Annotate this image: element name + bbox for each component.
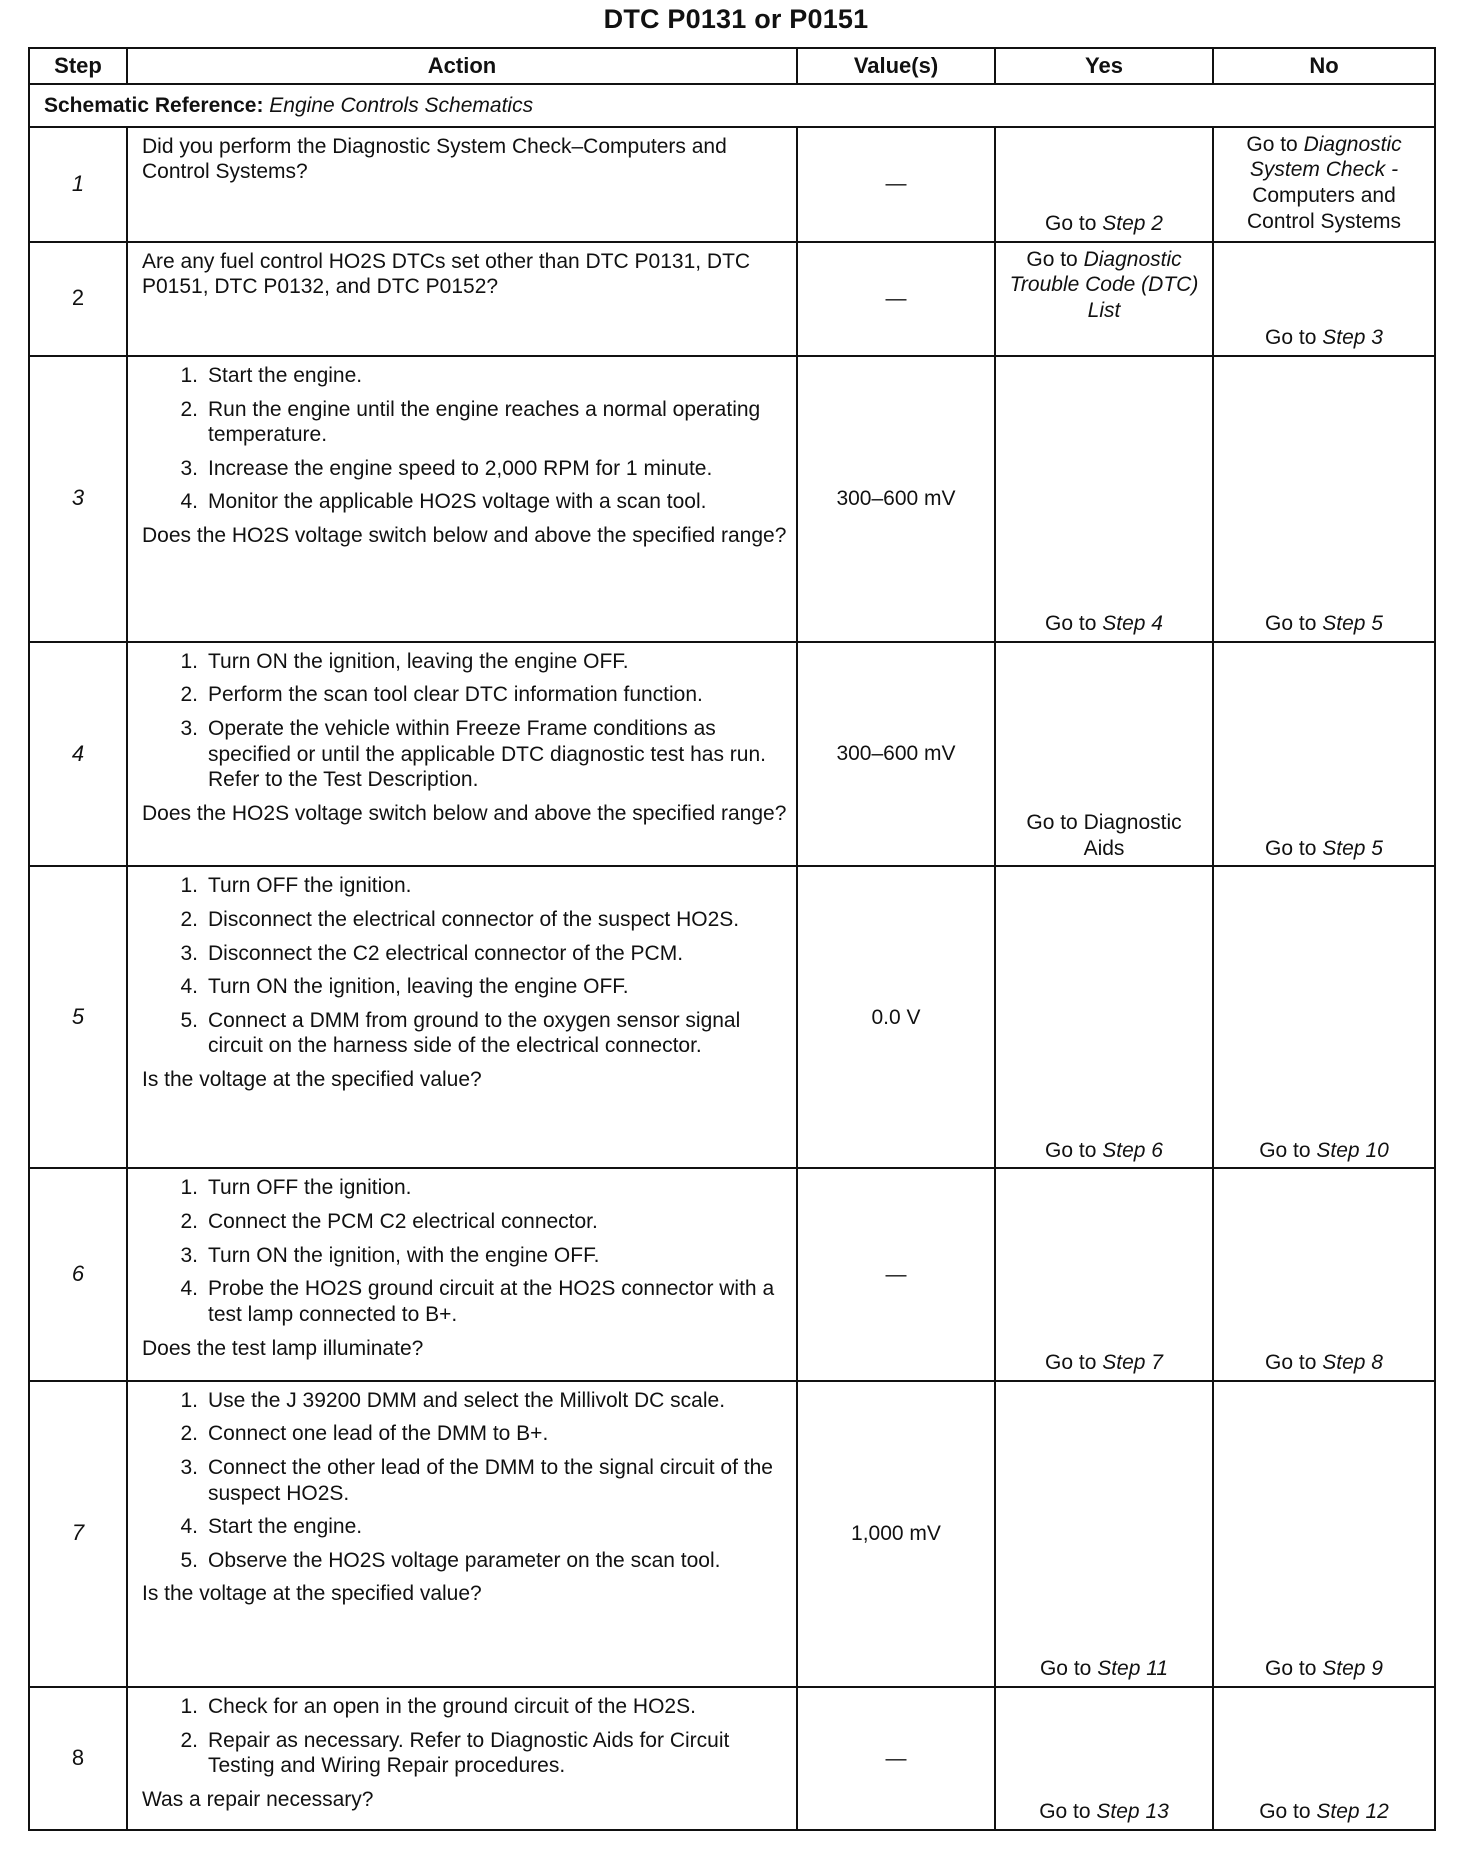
no-cell[interactable]: Go to Diagnostic System Check - Computers and Control Systems [1213, 127, 1435, 242]
value-cell: — [797, 127, 995, 242]
header-action: Action [127, 48, 797, 84]
list-item: 3. Increase the engine speed to 2,000 RPM for 1 minute. [180, 456, 713, 480]
go-to-link[interactable]: Step 4 [1102, 612, 1163, 636]
value-cell: 1,000 mV [797, 1381, 995, 1687]
go-to-link[interactable]: Go to Diagnostic Aids [1026, 811, 1182, 860]
table-row [29, 1381, 1435, 1687]
list-item: 5. Connect a DMM from ground to the oxygen sensor signal circuit on the harness side of the electrical connector. [180, 1008, 741, 1058]
step-number: 8 [29, 1687, 127, 1830]
list-item: 2. Repair as necessary. Refer to Diagnostic Aids for Circuit Testing and Wiring Repair procedures. [180, 1728, 730, 1778]
page-title: DTC P0131 or P0151 [603, 4, 869, 34]
no-cell[interactable]: Go to Step 12 [1213, 1687, 1435, 1830]
go-to-link[interactable]: Diagnostic Trouble Code (DTC) List [1009, 247, 1199, 322]
list-item: 1. Use the J 39200 DMM and select the Millivolt DC scale. [180, 1388, 726, 1412]
go-to-link[interactable]: Step 9 [1322, 1657, 1383, 1681]
list-item: 2. Disconnect the electrical connector of the suspect HO2S. [180, 907, 740, 931]
list-item: 1. Turn OFF the ignition. [180, 1176, 412, 1200]
table-row [29, 642, 1435, 867]
go-to-link[interactable]: Step 2 [1102, 212, 1163, 236]
yes-cell[interactable]: Go to Diagnostic Trouble Code (DTC) List [995, 242, 1213, 356]
schematic-reference [29, 84, 1435, 127]
table-row [29, 1168, 1435, 1380]
list-item: 3. Connect the other lead of the DMM to the signal circuit of the suspect HO2S. [180, 1456, 773, 1505]
yes-cell[interactable] [995, 642, 1213, 867]
header-row [29, 48, 1435, 84]
list-item: 5. Observe the HO2S voltage parameter on the scan tool. [180, 1548, 721, 1572]
action-question: Is the voltage at the specified value? [142, 1582, 482, 1606]
step-number: 3 [29, 356, 127, 642]
action-question: Does the test lamp illuminate? [142, 1336, 424, 1360]
value-cell: 0.0 V [797, 866, 995, 1168]
action-steps [142, 1175, 788, 1327]
value-cell: 300–600 mV [797, 356, 995, 642]
no-cell[interactable]: Go to Step 10 [1213, 866, 1435, 1168]
action-cell [127, 866, 797, 1168]
step-number: 2 [29, 242, 127, 356]
list-item: 4. Probe the HO2S ground circuit at the HO2S connector with a test lamp connected to B+. [180, 1277, 775, 1326]
action-question: Are any fuel control HO2S DTCs set other than DTC P0131, DTC P0151, DTC P0132, and DTC P0152? [142, 249, 751, 299]
table-row [29, 1687, 1435, 1830]
step-number: 6 [29, 1168, 127, 1380]
schematic-row [29, 84, 1435, 127]
go-to-link[interactable]: Step 5 [1322, 836, 1383, 860]
list-item: 3. Operate the vehicle within Freeze Frame conditions as specified or until the applicable DTC diagnostic test has run. Refer to the Test Description. [180, 716, 766, 792]
list-item: 4. Turn ON the ignition, leaving the engine OFF. [180, 975, 629, 999]
header-yes: Yes [995, 48, 1213, 84]
action-cell [127, 356, 797, 642]
header-no: No [1213, 48, 1435, 84]
go-to-link[interactable]: Step 11 [1097, 1657, 1169, 1681]
header-step: Step [29, 48, 127, 84]
list-item: 1. Check for an open in the ground circuit of the HO2S. [180, 1695, 696, 1719]
action-question: Does the HO2S voltage switch below and above the specified range? [142, 801, 787, 825]
go-to-link[interactable]: Step 13 [1096, 1800, 1169, 1824]
list-item: 2. Run the engine until the engine reaches a normal operating temperature. [180, 397, 761, 447]
step-number: 1 [29, 127, 127, 242]
diagnostic-table [28, 47, 1436, 1831]
go-to-link[interactable]: Diagnostic System Check - [1249, 132, 1402, 182]
table-row [29, 356, 1435, 642]
value-cell: — [797, 1687, 995, 1830]
action-cell [127, 1381, 797, 1687]
go-to-link[interactable]: Step 5 [1322, 612, 1383, 636]
action-steps [142, 1388, 788, 1574]
action-question: Was a repair necessary? [142, 1787, 374, 1811]
no-cell[interactable]: Go to Step 9 [1213, 1381, 1435, 1687]
yes-cell[interactable]: Go to Step 6 [995, 866, 1213, 1168]
go-to-link[interactable]: Step 7 [1102, 1351, 1163, 1375]
value-cell: 300–600 mV [797, 642, 995, 867]
go-to-link[interactable]: Step 6 [1102, 1138, 1163, 1162]
action-steps [142, 649, 788, 793]
yes-cell[interactable]: Go to Step 13 [995, 1687, 1213, 1830]
action-question: Did you perform the Diagnostic System Check–Computers and Control Systems? [142, 134, 727, 184]
list-item: 2. Connect the PCM C2 electrical connector. [180, 1210, 598, 1234]
action-cell [127, 642, 797, 867]
no-cell[interactable]: Go to Step 8 [1213, 1168, 1435, 1380]
no-cell[interactable]: Go to Step 5 [1213, 356, 1435, 642]
action-steps [142, 873, 788, 1059]
list-item: 2. Connect one lead of the DMM to B+. [180, 1422, 549, 1446]
list-item: 4. Start the engine. [180, 1515, 363, 1539]
no-cell[interactable]: Go to Step 3 [1213, 242, 1435, 356]
step-number: 7 [29, 1381, 127, 1687]
list-item: 1. Turn OFF the ignition. [180, 874, 412, 898]
list-item: 1. Start the engine. [180, 363, 363, 387]
action-question: Is the voltage at the specified value? [142, 1067, 482, 1091]
go-to-link[interactable]: Step 8 [1322, 1351, 1383, 1375]
list-item: 3. Turn ON the ignition, with the engine OFF. [180, 1243, 600, 1267]
action-cell [127, 127, 797, 242]
yes-cell[interactable]: Go to Step 2 [995, 127, 1213, 242]
value-cell: — [797, 1168, 995, 1380]
header-values: Value(s) [797, 48, 995, 84]
go-to-link[interactable]: Step 10 [1316, 1138, 1389, 1162]
step-number: 5 [29, 866, 127, 1168]
table-row [29, 127, 1435, 242]
yes-cell[interactable]: Go to Step 11 [995, 1381, 1213, 1687]
action-cell [127, 1168, 797, 1380]
value-cell: — [797, 242, 995, 356]
schematic-label: Schematic Reference: [44, 93, 264, 117]
action-cell [127, 1687, 797, 1830]
action-steps [142, 1694, 788, 1779]
go-to-link[interactable]: Step 12 [1316, 1800, 1389, 1824]
yes-cell[interactable]: Go to Step 7 [995, 1168, 1213, 1380]
go-to-link[interactable]: Step 3 [1322, 326, 1383, 350]
no-cell[interactable]: Go to Step 5 [1213, 642, 1435, 867]
schematic-link[interactable]: Engine Controls Schematics [269, 93, 534, 117]
list-item: 3. Disconnect the C2 electrical connector of the PCM. [180, 941, 684, 965]
table-row [29, 866, 1435, 1168]
yes-cell[interactable]: Go to Step 4 [995, 356, 1213, 642]
list-item: 2. Perform the scan tool clear DTC information function. [180, 683, 703, 707]
table-row [29, 242, 1435, 356]
list-item: 1. Turn ON the ignition, leaving the engine OFF. [180, 649, 629, 673]
action-steps [142, 363, 788, 515]
action-question: Does the HO2S voltage switch below and above the specified range? [142, 524, 787, 547]
list-item: 4. Monitor the applicable HO2S voltage with a scan tool. [180, 490, 707, 514]
step-number: 4 [29, 642, 127, 867]
action-cell [127, 242, 797, 356]
